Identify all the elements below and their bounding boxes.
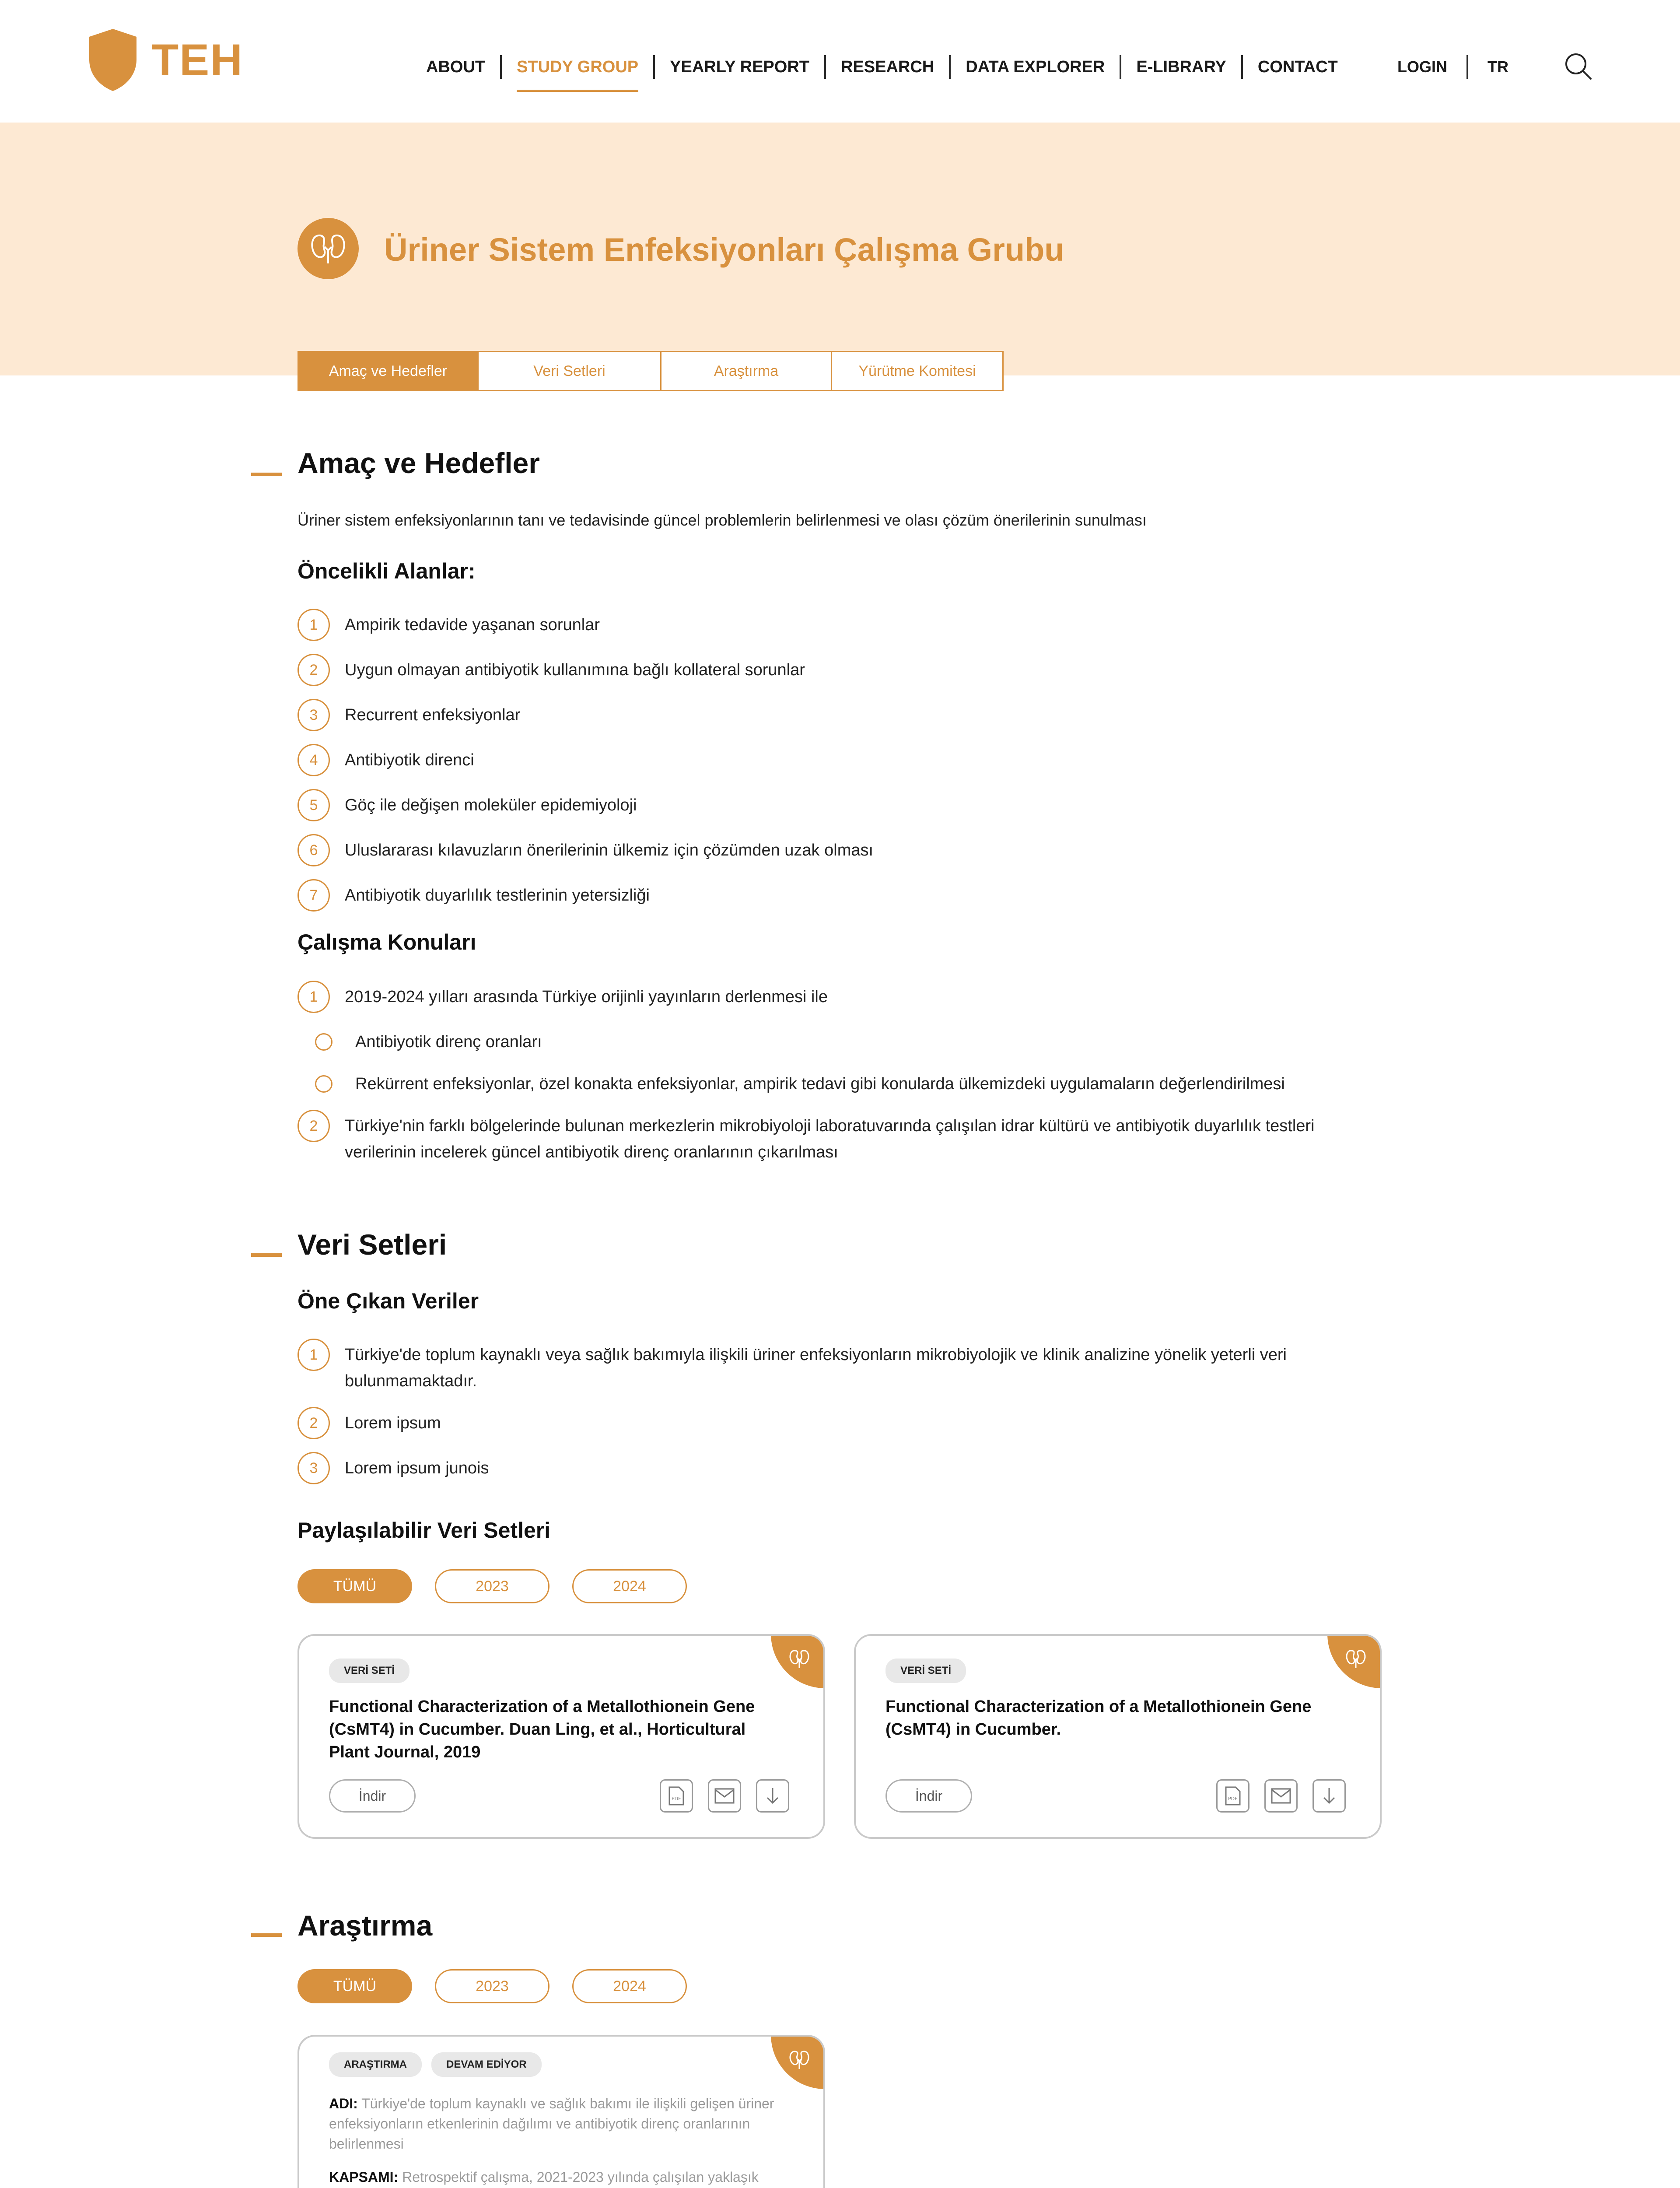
list-item (298, 1113, 1391, 1165)
number-badge: 2 (298, 1407, 330, 1439)
login-link[interactable]: LOGIN (1397, 58, 1447, 76)
number-badge: 6 (298, 834, 330, 866)
topics-heading: Çalışma Konuları (298, 930, 476, 954)
featured-list (298, 1342, 1391, 1484)
tab-research[interactable]: Araştırma (662, 351, 832, 391)
card-corner (1327, 1634, 1382, 1688)
filter-all[interactable]: TÜMÜ (298, 1569, 412, 1603)
number-badge: 2 (298, 654, 330, 686)
nav-e-library[interactable]: E-LIBRARY (1120, 55, 1241, 79)
list-item-text: Recurrent enfeksiyonlar (345, 706, 521, 724)
datasets-heading: Veri Setleri (298, 1228, 447, 1261)
list-item-text: Lorem ipsum junois (345, 1459, 489, 1477)
section-tabs (298, 351, 1004, 391)
goals-heading: Amaç ve Hedefler (298, 447, 540, 479)
download-icon[interactable] (1312, 1779, 1346, 1813)
nav-about[interactable]: ABOUT (426, 58, 486, 76)
filter-2024[interactable]: 2024 (572, 1569, 687, 1603)
list-item-text: Lorem ipsum (345, 1414, 441, 1432)
filter-2023[interactable]: 2023 (435, 1969, 550, 2003)
list-item-text: Ampirik tedavide yaşanan sorunlar (345, 616, 600, 634)
dataset-title: Functional Characterization of a Metallothionein Gene (CsMT4) in Cucumber. (886, 1697, 1312, 1739)
dataset-title: Functional Characterization of a Metallothionein Gene (CsMT4) in Cucumber. Duan Ling, et al., Horticultural Plant Journal, 2019 (329, 1697, 755, 1761)
research-heading: Araştırma (298, 1909, 433, 1942)
utility-nav (1378, 55, 1549, 79)
list-item-text: Uluslararası kılavuzların önerilerinin ülkemiz için çözümden uzak olması (345, 841, 874, 859)
section-accent-dash (251, 473, 282, 476)
nav-data-explorer[interactable]: DATA EXPLORER (949, 55, 1120, 79)
main-nav (411, 55, 1353, 79)
list-item-text: Antibiyotik duyarlılık testlerinin yetersizliği (345, 886, 650, 905)
research-card (298, 2035, 825, 2188)
pdf-icon[interactable] (1216, 1779, 1250, 1813)
number-badge: 5 (298, 789, 330, 821)
filter-2023[interactable]: 2023 (435, 1569, 550, 1603)
list-item-text: Rekürrent enfeksiyonlar, özel konakta enfeksiyonlar, ampirik tedavi gibi konularda ülkemizdeki uygulamaların değerlendirilmesi (355, 1075, 1285, 1093)
card-corner (771, 1634, 825, 1688)
list-item-text: Antibiyotik direnci (345, 751, 474, 769)
svg-text:PDF: PDF (672, 1796, 681, 1802)
list-item (298, 612, 1391, 641)
language-switch[interactable]: TR (1466, 55, 1528, 79)
section-accent-dash (251, 1933, 282, 1937)
kidney-icon (785, 2045, 814, 2074)
research-name (329, 2093, 788, 2154)
page-title: Üriner Sistem Enfeksiyonları Çalışma Grubu (384, 231, 1064, 268)
nav-contact[interactable]: CONTACT (1241, 55, 1353, 79)
list-item-text: Antibiyotik direnç oranları (355, 1033, 542, 1051)
pdf-icon[interactable] (660, 1779, 693, 1813)
shareable-heading: Paylaşılabilir Veri Setleri (298, 1518, 551, 1543)
number-badge: 4 (298, 744, 330, 776)
tab-goals[interactable]: Amaç ve Hedefler (298, 351, 479, 391)
kidney-icon (785, 1645, 814, 1673)
mail-icon[interactable] (708, 1779, 741, 1813)
list-item (298, 1410, 1391, 1439)
list-item (298, 702, 1391, 731)
nav-study-group[interactable]: STUDY GROUP (500, 55, 653, 79)
field-label: ADI: (329, 2096, 358, 2111)
field-value: Retrospektif çalışma, 2021-2023 yılında çalışılan yaklaşık (402, 2169, 759, 2185)
site-header (0, 0, 1680, 123)
nav-yearly-report[interactable]: YEARLY REPORT (653, 55, 824, 79)
list-item (298, 1342, 1391, 1394)
number-badge: 1 (298, 1339, 330, 1371)
section-accent-dash (251, 1253, 282, 1257)
list-item (298, 984, 1391, 1013)
dataset-badge: VERİ SETİ (886, 1659, 966, 1683)
shield-logo-icon (87, 27, 139, 93)
kidney-icon (1341, 1645, 1370, 1673)
search-icon[interactable] (1564, 52, 1592, 81)
list-item-text: Göç ile değişen moleküler epidemiyoloji (345, 796, 637, 814)
site-logo[interactable] (87, 27, 243, 93)
filter-2024[interactable]: 2024 (572, 1969, 687, 2003)
mail-icon[interactable] (1264, 1779, 1298, 1813)
status-badge: DEVAM EDİYOR (431, 2052, 542, 2077)
nav-research[interactable]: RESEARCH (824, 55, 949, 79)
list-item (298, 1029, 1391, 1055)
list-item (298, 882, 1391, 912)
list-item-text: Türkiye'nin farklı bölgelerinde bulunan merkezlerin mikrobiyoloji laboratuvarında çalışılan idrar kültürü ve antibiyotik duyarlılık testleri verilerinin incelerek güncel antibiyotik direnç oranlarının çıkarılması (345, 1117, 1315, 1161)
filter-all[interactable]: TÜMÜ (298, 1969, 412, 2003)
svg-text:PDF: PDF (1228, 1796, 1238, 1802)
download-button[interactable]: İndir (886, 1779, 972, 1813)
list-item-text: 2019-2024 yılları arasında Türkiye orijinli yayınların derlenmesi ile (345, 988, 828, 1006)
dataset-card (854, 1634, 1382, 1839)
number-badge: 3 (298, 699, 330, 731)
number-badge: 7 (298, 879, 330, 912)
list-item-text: Uygun olmayan antibiyotik kullanımına bağlı kollateral sorunlar (345, 661, 805, 679)
field-value: Türkiye'de toplum kaynaklı ve sağlık bakımı ile ilişkili gelişen üriner enfeksiyonların etkenlerinin dağılımı ve antibiyotik direnç oranlarının belirlenmesi (329, 2096, 774, 2152)
priority-heading: Öncelikli Alanlar: (298, 559, 476, 583)
bullet-circle (315, 1075, 332, 1093)
number-badge: 1 (298, 981, 330, 1013)
research-scope (329, 2167, 788, 2188)
list-item (298, 792, 1391, 821)
research-badge: ARAŞTIRMA (329, 2052, 422, 2077)
download-icon[interactable] (756, 1779, 789, 1813)
priority-list (298, 612, 1391, 912)
kidney-icon (298, 218, 359, 279)
download-button[interactable]: İndir (329, 1779, 416, 1813)
list-item (298, 1071, 1391, 1097)
list-item-text: Türkiye'de toplum kaynaklı veya sağlık bakımıyla ilişkili üriner enfeksiyonların mikrobiyolojik ve klinik analizine yönelik yeterli veri bulunmamaktadır. (345, 1346, 1287, 1390)
dataset-badge: VERİ SETİ (329, 1659, 410, 1683)
tab-datasets[interactable]: Veri Setleri (479, 351, 662, 391)
number-badge: 3 (298, 1452, 330, 1484)
list-item (298, 837, 1391, 866)
research-filters (298, 1969, 687, 2003)
goals-intro: Üriner sistem enfeksiyonlarının tanı ve tedavisinde güncel problemlerin belirlenmesi ve olası çözüm önerilerinin sunulması (298, 511, 1147, 529)
bullet-circle (315, 1033, 332, 1051)
card-corner (771, 2035, 825, 2089)
list-item (298, 1455, 1391, 1484)
dataset-filters (298, 1569, 687, 1603)
number-badge: 1 (298, 609, 330, 641)
list-item (298, 657, 1391, 686)
topics-list (298, 984, 1391, 1165)
featured-heading: Öne Çıkan Veriler (298, 1289, 479, 1313)
dataset-card (298, 1634, 825, 1839)
field-label: KAPSAMI: (329, 2169, 399, 2185)
tab-committee[interactable]: Yürütme Komitesi (832, 351, 1004, 391)
list-item (298, 747, 1391, 776)
logo-text: TEH (151, 35, 243, 85)
number-badge: 2 (298, 1110, 330, 1142)
